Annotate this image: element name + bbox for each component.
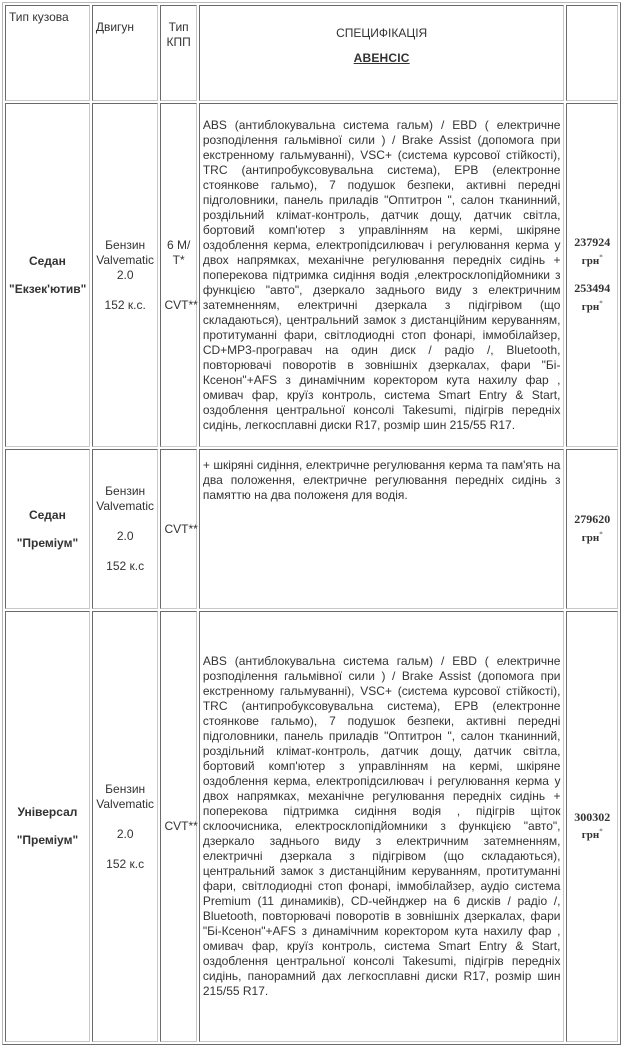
spec-description: ABS (антиблокувальна система гальм) / EBD ( електричне розподілення гальмівної сили ) / Brake Assist (допомога при екстренному гальмуванні), VSC+ (система курсової стійкості), TRC (антипробуксовувальна система), EPB (електронне стоянкове гальмо), 7 подушок безпеки, активні передні підголовники, панель приладів "Оптитрон ", салон тканинний, роздільний клімат-контроль, датчик дощу, датчик світла, бортовий комп'ютер з управлінням на кермі, шкіряне оздоблення керма, електропідсилювач і регулювання керма у двох напрямках, механічне регулювання передніх сидінь + поперекова підтримка сидіння водія , підігрів щіток склоочисника, електросклопідйомники з функцією "авто", дзеркало заднього виду з електричним затемненням, електричні дзеркала з підігрівом (що складаються), центральний замок з дистанційним керуванням, протитуманні фари, світлодиодні стоп фонарі, іммобілайзер, аудіо система Premium (11 динамиків), CD-чейнджер на 6 дисків / радіо /, Bluetooth, повторювачі поворотів в зовнішніх дзеркалах, фари "Бі-Ксенон"+AFS з динамічним коректором кута нахилу фар , омивач фар, круїз контроль, система Smart Entry & Start, оздоблення центральної консолі Takesumi, підігрів передніх сидінь, панорамний дах легкосплавні диски R17, розмір шин 215/55 R17.	[199, 611, 565, 1042]
trim-name: "Преміум"	[16, 833, 79, 847]
engine-power: 152 к.с.	[104, 297, 146, 312]
price-item	[570, 235, 614, 269]
body-type: Седан	[28, 507, 66, 522]
price-currency: грн*	[581, 530, 603, 544]
gearbox-option: CVT**	[164, 819, 198, 833]
engine-fuel: Бензин	[105, 484, 146, 498]
header-price	[566, 5, 618, 101]
table-row	[5, 611, 618, 1042]
footnote-mark: *	[599, 827, 603, 836]
gearbox-option: CVT**	[164, 521, 198, 536]
engine-fuel: Бензин	[105, 781, 146, 796]
spec-description: + шкіряні сидіння, електричне регулювання керма та пам'ять на два положення, електричне регулювання передніх сидінь з памяттю на два положеня для водія.	[199, 449, 565, 609]
gearbox-cell	[160, 449, 196, 609]
body-type-cell	[5, 449, 90, 609]
gearbox-cell	[160, 103, 196, 447]
price-currency: грн*	[581, 299, 603, 313]
header-gearbox: Тип КПП	[160, 5, 196, 101]
footnote-mark: *	[599, 530, 603, 539]
footnote-mark: *	[599, 253, 603, 262]
price-currency: грн*	[581, 827, 603, 842]
body-type-cell	[5, 611, 90, 1042]
body-type-cell	[5, 103, 90, 447]
price-cell	[566, 103, 618, 447]
price-item	[570, 810, 614, 844]
gearbox-cell	[160, 611, 196, 1042]
header-spec	[199, 5, 565, 101]
header-row	[5, 5, 618, 101]
header-body-type: Тип кузова	[5, 5, 90, 101]
price-amount: 237924	[574, 235, 611, 250]
engine-displacement: 2.0	[116, 826, 134, 841]
engine-power: 152 к.с	[106, 559, 145, 573]
engine-displacement: 2.0	[116, 529, 134, 543]
engine-cell	[92, 611, 159, 1042]
table-row	[5, 449, 618, 609]
price-amount: 279620	[574, 512, 611, 527]
price-item	[570, 512, 614, 546]
trim-name: "Преміум"	[16, 535, 79, 550]
footnote-mark: *	[599, 299, 603, 307]
price-cell	[566, 611, 618, 1042]
engine-name: Valvematic	[96, 499, 155, 513]
body-type: Седан	[28, 253, 66, 268]
body-type: Універсал	[17, 805, 78, 819]
model-link[interactable]: АВЕНСІС	[353, 51, 410, 65]
gearbox-option: CVT**	[164, 297, 198, 312]
header-engine: Двигун	[92, 5, 159, 101]
engine-cell	[92, 449, 159, 609]
engine-cell	[92, 103, 159, 447]
engine-name: Valvematic	[96, 252, 155, 267]
price-amount: 300302	[574, 809, 611, 824]
header-spec-title: СПЕЦИФІКАЦІЯ	[336, 26, 428, 40]
engine-power: 152 к.с	[106, 856, 145, 871]
price-currency: грн*	[581, 253, 603, 267]
price-item	[570, 281, 614, 315]
specification-table	[2, 2, 621, 1045]
price-cell	[566, 449, 618, 609]
engine-name: Valvematic	[96, 796, 155, 811]
price-amount: 253494	[574, 281, 611, 295]
spec-description: ABS (антиблокувальна система гальм) / EBD ( електричне розподілення гальмівної сили ) / Brake Assist (допомога при екстренному гальмуванні), VSC+ (система курсової стійкості), TRC (антипробуксовувальна система), EPB (електронне стоянкове гальмо), 7 подушок безпеки, активні передні підголовники, панель приладів "Оптитрон ", салон тканинний, роздільний клімат-контроль, датчик дощу, датчик світла, бортовий комп'ютер з управлінням на кермі, шкіряне оздоблення керма, електропідсилювач і регулювання керма у двох напрямках, механічне регулювання передніх сидінь + поперекова підтримка сидіння водія ,електросклопідйомники з функцією "авто", дзеркало заднього виду з електричним затемненням, електричні дзеркала з підігрівом (що складаються), центральний замок з дистанційним керуванням, протитуманні фари, світлодиодні стоп фонарі, іммобілайзер, CD+MP3-програвач на один диск / радіо /, Bluetooth, повторювачі поворотів в зовнішніх дзеркалах, фари "Бі-Ксенон"+AFS з динамічним коректором кута нахилу фар , омивач фар, круїз контроль, система Smart Entry & Start, оздоблення центральної консолі Takesumi, підігрів передніх сидінь, легкосплавні диски R17, розмір шин 215/55 R17.	[199, 103, 565, 447]
trim-name: "Екзек'ютив"	[9, 281, 87, 296]
gearbox-option: 6 М/Т*	[166, 237, 191, 267]
engine-fuel: Бензин	[105, 237, 146, 252]
engine-displacement: 2.0	[116, 267, 134, 282]
table-row	[5, 103, 618, 447]
